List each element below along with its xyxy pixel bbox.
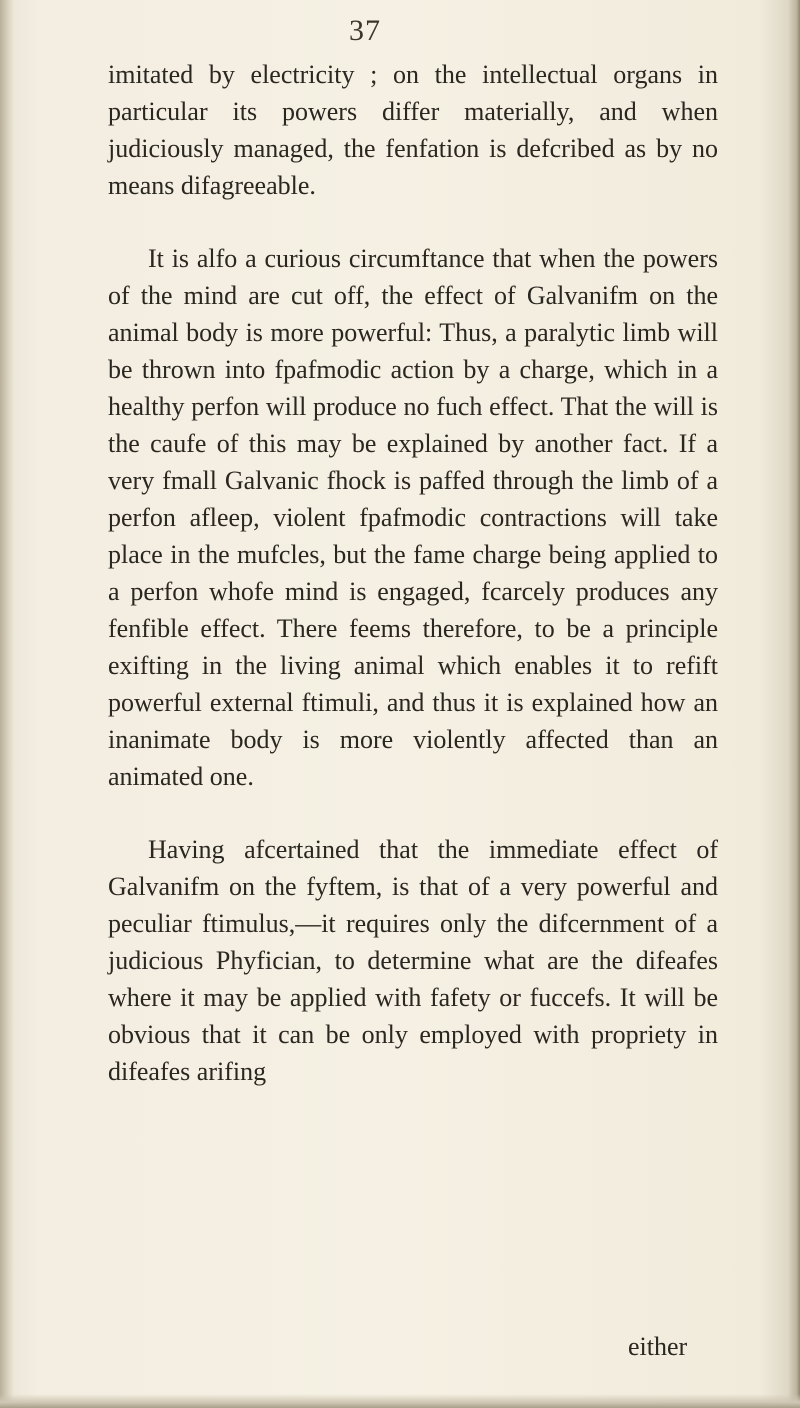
page-binding-shadow	[0, 0, 14, 1408]
page-number: 37	[349, 14, 381, 47]
paragraph-3: Having afcertained that the immediate effect of Galvanifm on the fyftem, is that of a very powerful and peculiar ftimulus,—it requires only the difcernment of a judicious Phyfician, to determine what are the difeafes where it may be applied with fafety or fuccefs. It will be obvious that it can be only employed with propriety in difeafes arifing	[108, 835, 718, 1086]
body-text	[108, 56, 718, 1090]
catchword: either	[628, 1332, 688, 1361]
paragraph-gap	[108, 204, 718, 240]
paragraph-2: It is alfo a curious circumftance that when the powers of the mind are cut off, the effect of Galvanifm on the animal body is more powerful: Thus, a paralytic limb will be thrown into fpafmodic action by a charge, which in a healthy perfon will produce no fuch effect. That the will is the caufe of this may be explained by another fact. If a very fmall Galvanic fhock is paffed through the limb of a perfon afleep, violent fpafmodic contractions will take place in the mufcles, but the fame charge being applied to a perfon whofe mind is engaged, fcarcely produces any fenfible effect. There feems therefore, to be a principle exifting in the living animal which enables it to refift powerful external ftimuli, and thus it is explained how an inanimate body is more violently affected than an animated one.	[108, 244, 718, 791]
paragraph-gap	[108, 795, 718, 831]
page-bottom-edge	[0, 1394, 800, 1408]
paragraph-1: imitated by electricity ; on the intellectual organs in particular its powers differ materially, and when judiciously managed, the fenfation is defcribed as by no means difagreeable.	[108, 60, 718, 200]
page-right-edge	[788, 0, 800, 1408]
